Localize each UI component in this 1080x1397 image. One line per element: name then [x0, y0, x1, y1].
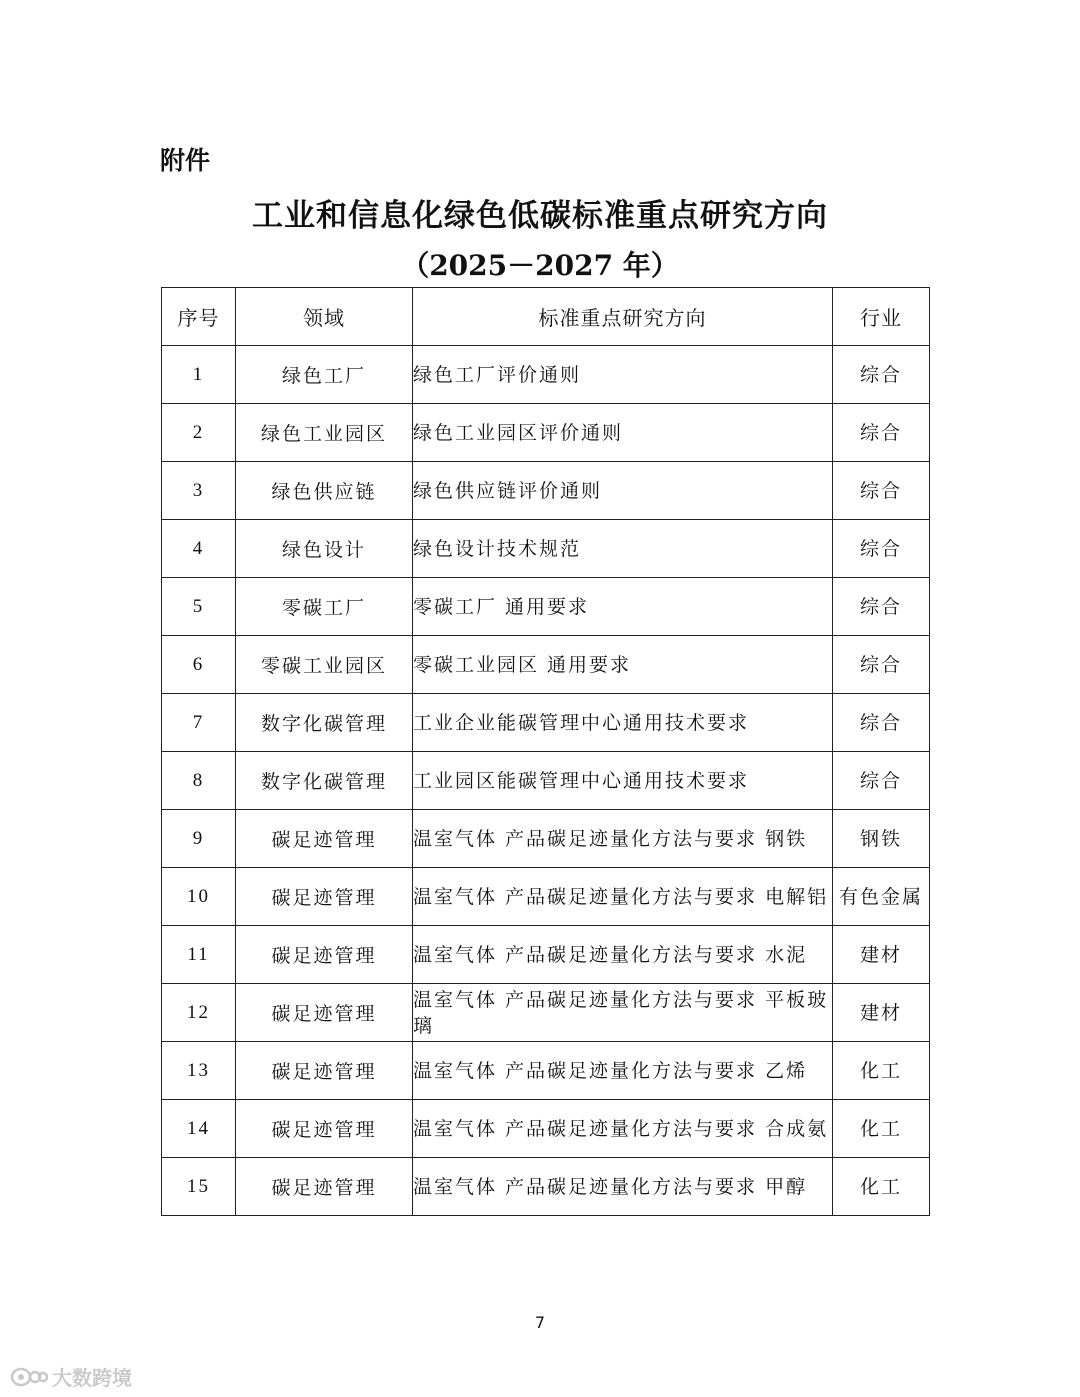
- header-industry: 行业: [833, 288, 930, 346]
- row-number-cell: 3: [162, 462, 236, 520]
- row-number-cell: 1: [162, 346, 236, 404]
- row-number-cell: 13: [162, 1042, 236, 1100]
- row-field-cell: 碳足迹管理: [236, 1100, 413, 1158]
- table-row: [162, 346, 930, 404]
- row-number-cell: 9: [162, 810, 236, 868]
- table-row: [162, 926, 930, 984]
- table-row: [162, 1042, 930, 1100]
- row-field-cell: 碳足迹管理: [236, 810, 413, 868]
- row-number-cell: 15: [162, 1158, 236, 1216]
- page-number: 7: [534, 1313, 546, 1332]
- header-field: 领域: [236, 288, 413, 346]
- row-field-cell: 绿色工厂: [236, 346, 413, 404]
- table-row: [162, 984, 930, 1042]
- row-number-cell: 12: [162, 984, 236, 1042]
- row-direction-cell: 温室气体 产品碳足迹量化方法与要求 乙烯: [413, 1042, 833, 1100]
- row-number-cell: 14: [162, 1100, 236, 1158]
- row-industry-cell: 化工: [833, 1158, 930, 1216]
- standards-table: [161, 287, 930, 1216]
- table-row: [162, 636, 930, 694]
- row-field-cell: 绿色工业园区: [236, 404, 413, 462]
- attachment-label: 附件: [160, 146, 211, 175]
- header-direction: 标准重点研究方向: [413, 288, 833, 346]
- row-industry-cell: 建材: [833, 984, 930, 1042]
- row-number-cell: 6: [162, 636, 236, 694]
- watermark-text: 大数跨境: [52, 1366, 132, 1390]
- eye-logo-icon: [10, 1366, 48, 1388]
- table-row: [162, 1100, 930, 1158]
- row-direction-cell: 温室气体 产品碳足迹量化方法与要求 电解铝: [413, 868, 833, 926]
- table-row: [162, 810, 930, 868]
- document-subtitle: （2025－2027 年）: [401, 249, 679, 282]
- row-direction-cell: 温室气体 产品碳足迹量化方法与要求 合成氨: [413, 1100, 833, 1158]
- table-row: [162, 462, 930, 520]
- row-industry-cell: 综合: [833, 752, 930, 810]
- table-row: [162, 1158, 930, 1216]
- row-field-cell: 碳足迹管理: [236, 1042, 413, 1100]
- row-direction-cell: 绿色工业园区评价通则: [413, 404, 833, 462]
- table-row: [162, 404, 930, 462]
- row-number-cell: 7: [162, 694, 236, 752]
- row-direction-cell: 工业企业能碳管理中心通用技术要求: [413, 694, 833, 752]
- row-field-cell: 绿色供应链: [236, 462, 413, 520]
- row-industry-cell: 有色金属: [833, 868, 930, 926]
- row-direction-cell: 绿色工厂评价通则: [413, 346, 833, 404]
- row-field-cell: 碳足迹管理: [236, 926, 413, 984]
- row-direction-cell: 温室气体 产品碳足迹量化方法与要求 甲醇: [413, 1158, 833, 1216]
- row-number-cell: 2: [162, 404, 236, 462]
- row-direction-cell: 绿色供应链评价通则: [413, 462, 833, 520]
- table-row: [162, 752, 930, 810]
- row-industry-cell: 综合: [833, 346, 930, 404]
- row-direction-cell: 工业园区能碳管理中心通用技术要求: [413, 752, 833, 810]
- table-row: [162, 868, 930, 926]
- row-direction-cell: 温室气体 产品碳足迹量化方法与要求 钢铁: [413, 810, 833, 868]
- row-number-cell: 11: [162, 926, 236, 984]
- table-row: [162, 694, 930, 752]
- row-industry-cell: 化工: [833, 1100, 930, 1158]
- row-field-cell: 碳足迹管理: [236, 984, 413, 1042]
- row-field-cell: 碳足迹管理: [236, 868, 413, 926]
- row-direction-cell: 温室气体 产品碳足迹量化方法与要求 平板玻璃: [413, 984, 833, 1042]
- row-industry-cell: 综合: [833, 404, 930, 462]
- table-row: [162, 578, 930, 636]
- row-direction-cell: 零碳工业园区 通用要求: [413, 636, 833, 694]
- row-number-cell: 5: [162, 578, 236, 636]
- row-field-cell: 绿色设计: [236, 520, 413, 578]
- row-direction-cell: 绿色设计技术规范: [413, 520, 833, 578]
- row-number-cell: 4: [162, 520, 236, 578]
- header-no: 序号: [162, 288, 236, 346]
- row-industry-cell: 综合: [833, 462, 930, 520]
- row-industry-cell: 综合: [833, 636, 930, 694]
- row-field-cell: 零碳工厂: [236, 578, 413, 636]
- row-industry-cell: 综合: [833, 694, 930, 752]
- row-number-cell: 10: [162, 868, 236, 926]
- row-field-cell: 零碳工业园区: [236, 636, 413, 694]
- row-industry-cell: 综合: [833, 578, 930, 636]
- row-industry-cell: 化工: [833, 1042, 930, 1100]
- row-direction-cell: 零碳工厂 通用要求: [413, 578, 833, 636]
- table-row: [162, 520, 930, 578]
- row-field-cell: 碳足迹管理: [236, 1158, 413, 1216]
- watermark: [10, 1362, 132, 1391]
- row-industry-cell: 建材: [833, 926, 930, 984]
- row-direction-cell: 温室气体 产品碳足迹量化方法与要求 水泥: [413, 926, 833, 984]
- row-field-cell: 数字化碳管理: [236, 752, 413, 810]
- document-title: 工业和信息化绿色低碳标准重点研究方向: [252, 198, 828, 234]
- table-body: [162, 346, 930, 1216]
- row-industry-cell: 综合: [833, 520, 930, 578]
- row-field-cell: 数字化碳管理: [236, 694, 413, 752]
- table-header-row: [162, 288, 930, 346]
- row-industry-cell: 钢铁: [833, 810, 930, 868]
- row-number-cell: 8: [162, 752, 236, 810]
